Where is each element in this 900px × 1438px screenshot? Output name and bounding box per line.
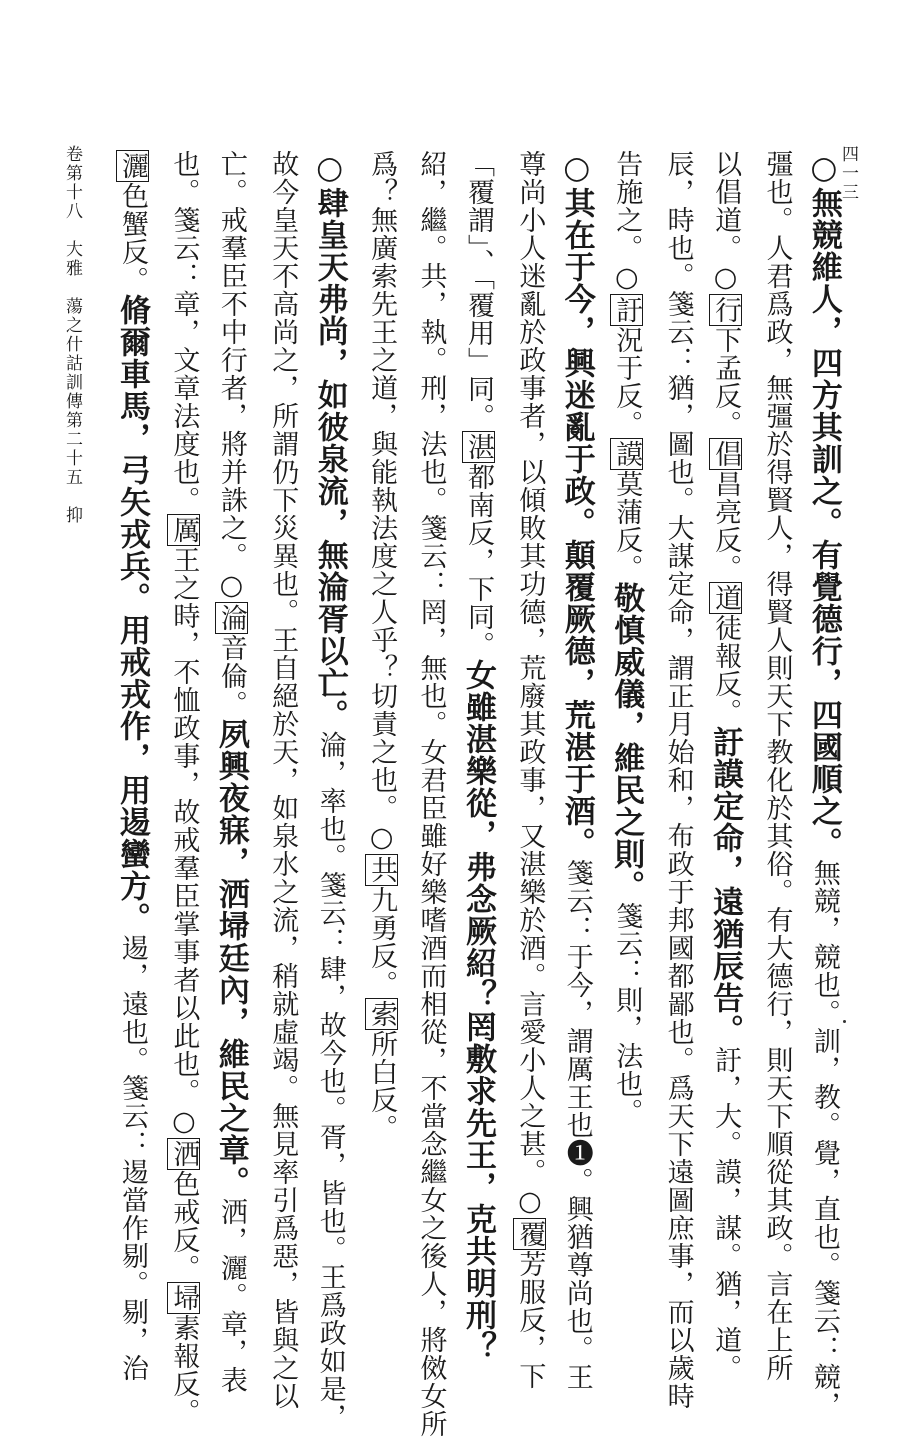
- commentary-text: 都南反，下同。: [462, 463, 494, 659]
- text-column: [199, 150, 249, 1394]
- commentary-text: 亡。戒羣臣不中行者，將并誅之。○: [215, 150, 247, 602]
- main-text: 訏謨定命，遠猶辰告。: [707, 726, 744, 1046]
- commentary-text: 尊尚小人迷亂於政事者，以傾敗其功德，荒廢其政事，又湛樂於酒。言愛小人之甚。○: [514, 150, 546, 1218]
- margin-dot: [843, 1020, 846, 1023]
- boxed-character: 行: [710, 296, 742, 324]
- main-text: 脩爾車馬，弓矢戎兵。用戒戎作，用逷蠻方。: [114, 294, 150, 934]
- text-column: [693, 150, 744, 1382]
- commentary-text: 紹，繼。共，執。刑，法也。箋云：罔，無也。女君臣雖好樂嗜酒而相從，不當念繼女之後人，將傚女所: [415, 150, 447, 1438]
- text-column: [495, 150, 546, 1390]
- commentary-text: 無競，競也。訓，教。覺，直也。箋云：競，: [808, 859, 840, 1419]
- commentary-text: 所白反。: [366, 1030, 398, 1142]
- commentary-text: 徒報反。: [710, 614, 742, 726]
- main-text: 夙興夜寐，洒埽廷內，維民之章。: [212, 718, 249, 1198]
- commentary-text: 告施之。○: [611, 150, 643, 294]
- page-number: 四一三: [838, 145, 858, 202]
- commentary-text: 「覆謂」、「覆用」同。: [462, 150, 494, 431]
- commentary-text: 以倡道。○: [710, 150, 742, 294]
- boxed-character: 埽: [168, 1284, 200, 1312]
- main-text: ○其在于今，興迷亂于政。顛覆厥德，荒湛于酒。: [558, 150, 595, 859]
- commentary-text: 昌亮反。: [710, 470, 742, 582]
- commentary-text: 訏，大。謨，謀。猶，道。: [710, 1046, 742, 1382]
- commentary-text: 莫蒲反。: [611, 470, 643, 582]
- text-column: [397, 150, 447, 1438]
- boxed-character: 厲: [168, 516, 200, 544]
- commentary-text: 爲？無廣索先王之道，與能執法度之人乎？切責之也。○: [366, 150, 398, 854]
- commentary-text: 況于反。: [611, 326, 643, 438]
- commentary-text: 王之時，不恤政事，故戒羣臣掌事者以此也。○: [168, 546, 200, 1138]
- text-column: [545, 150, 595, 1391]
- text-column: [594, 150, 645, 1270]
- boxed-character: 共: [366, 856, 398, 884]
- main-text: 女雖湛樂從，弗念厥紹？罔敷求先王，克共明刑？: [459, 659, 496, 1363]
- text-column: [149, 150, 200, 1426]
- main-text: ○肆皇天弗尚，如彼泉流，無淪胥以亡。: [311, 150, 348, 731]
- commentary-text: 下孟反。: [710, 326, 742, 438]
- text-column: [248, 150, 299, 1410]
- commentary-text: 九勇反。: [366, 886, 398, 998]
- text-column: [742, 150, 793, 1382]
- boxed-character: 灑: [117, 152, 148, 180]
- commentary-text: 逷，遠也。箋云：逷當作剔。剔，治: [117, 934, 148, 1382]
- boxed-character: 索: [366, 1000, 398, 1028]
- text-column: [446, 150, 496, 1363]
- boxed-character: 湛: [462, 433, 494, 461]
- boxed-character: 謨: [611, 440, 643, 468]
- commentary-text: 故今皇天不高尚之，所謂仍下災異也。王自絕於天，如泉水之流，稍就虛竭。無見率引爲惡，皆與之以: [267, 150, 299, 1410]
- main-text-block: [100, 150, 842, 1438]
- text-column: [100, 150, 150, 1382]
- text-column: [792, 150, 842, 1419]
- commentary-text: 彊也。人君爲政，無彊於得賢人，得賢人則天下教化於其俗。有大德行，則天下順從其政。言在上所: [761, 150, 793, 1382]
- commentary-text: 箋云：則，法也。: [611, 902, 643, 1126]
- main-text: 敬慎威儀，維民之則。: [608, 582, 645, 902]
- boxed-character: 道: [710, 584, 742, 612]
- commentary-text: 音倫。: [215, 634, 247, 718]
- commentary-text: 色蟹反。: [117, 182, 148, 294]
- main-text: ○無競維人，四方其訓之。有覺德行，四國順之。: [805, 150, 842, 859]
- commentary-text: 箋云：于今，謂厲王也❶。興猶尊尚也。王: [561, 859, 593, 1391]
- commentary-text: 芳服反，下: [514, 1250, 546, 1390]
- text-column: [298, 150, 348, 1431]
- commentary-text: 也。箋云：章，文章法度也。: [168, 150, 200, 514]
- boxed-character: 淪: [215, 604, 247, 632]
- text-column: [347, 150, 398, 1270]
- text-column: [644, 150, 694, 1410]
- commentary-text: 洒，灑。章，表: [215, 1198, 247, 1394]
- commentary-text: 色戒反。: [168, 1170, 200, 1282]
- running-head: 卷第十八 大雅 蕩之什詁訓傳第二十五 抑: [62, 145, 82, 525]
- boxed-character: 洒: [168, 1140, 200, 1168]
- commentary-text: 淪，率也。箋云：肆，故今也。胥，皆也。王爲政如是，: [314, 731, 346, 1431]
- commentary-text: 素報反。: [168, 1314, 200, 1426]
- boxed-character: 覆: [514, 1220, 546, 1248]
- boxed-character: 訏: [611, 296, 643, 324]
- boxed-character: 倡: [710, 440, 742, 468]
- commentary-text: 辰，時也。箋云：猶，圖也。大謀定命，謂正月始和，布政于邦國都鄙也。爲天下遠圖庶事，而以歲時: [662, 150, 694, 1410]
